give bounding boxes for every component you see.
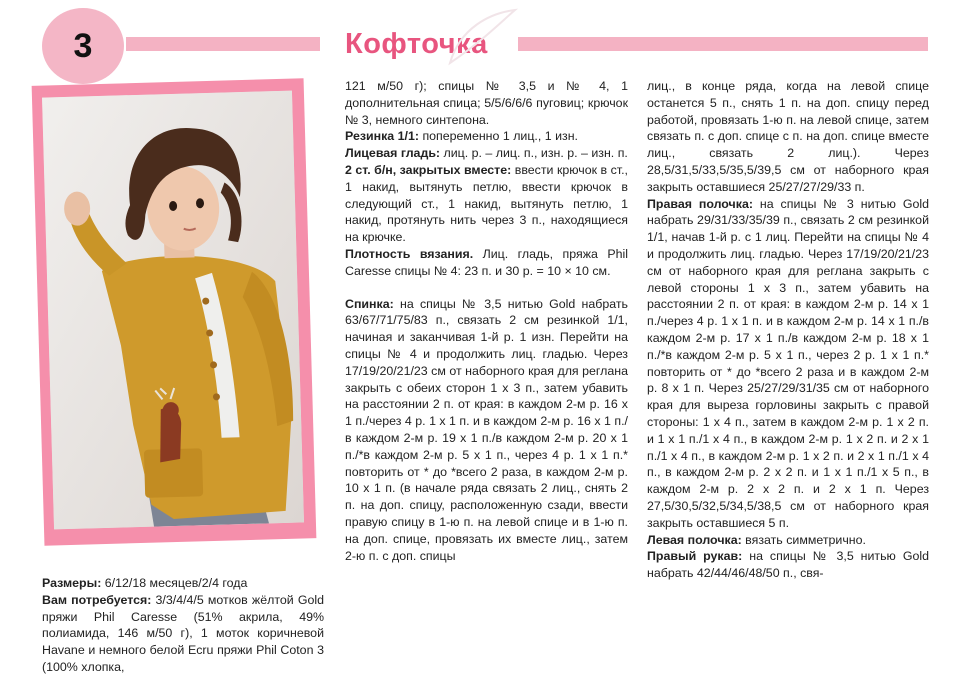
label-back: Спинка:: [345, 296, 394, 311]
girl-in-cardigan-illustration: [42, 91, 304, 530]
label-right-front: Правая полочка:: [647, 196, 753, 211]
paragraph-back-cont: [647, 78, 929, 196]
page-title: Кофточка: [345, 28, 488, 60]
text-sizes: 6/12/18 месяцев/2/4 года: [101, 576, 248, 590]
text-required: 3/3/4/4/5 мотков жёлтой Gold пряжи Phil Caresse (51% акрила, 49% полиамида, 146 м/50 г), 1 моток коричневой Havane и немного белой Ecru пряжи Phil Coton 3 (100% хлопка,: [42, 592, 324, 674]
paragraph-sc2tog: [345, 162, 628, 246]
decorative-leaf-icon: [440, 8, 520, 68]
child-photo: [42, 91, 304, 530]
label-stockinette: Лицевая гладь:: [345, 146, 441, 161]
pattern-number: 3: [73, 26, 93, 65]
instructions-column-3: [647, 78, 929, 582]
text-right-front: на спицы № 3 нитью Gold набрать 29/31/33/35/39 п., связать 2 см резинкой 1/1, начав 1-й р. с 1 лиц. Перейти на спицы № 4 и продолжить лиц. гладью. Через 17/19/20/21/23 см от наборного края для реглана закрыть с левой стороны 1 х 3 п., затем убавить на расстоянии 2 п. от края: в каждом 2-м р. 14 х 1 п./через 4 р. 1 х 1 п. и в каждом 2-м р. 14 х 1 п./в каждом 2-м р. 17 х 1 п./в каждом 2-м р. 18 х 1 п./*в каждом 2-м р. 5 х 1 п., через 2 р. 1 х 1 п.* повторить от * до *всего 2 раза и в каждом 2-м р. 8 х 1 п. Через 25/27/29/31/35 см от наборного края для выреза горловины закрыть с правой стороны: 1 х 4 п., затем в каждом 2-м р. 1 х 2 п. и 1 х 1 п./1 х 4 п., в каждом 2-м р. 1 х 2 п. и 2 х 1 п./1 х 4 п., в каждом 2-м р. 1 х 2 п. и 2 х 1 п./1 х 4 п., в каждом 2-м р. 2 х 2 п. и 1 х 1 п./1 х 5 п., в каждом 2-м р. 2 х 2 п. и 2 х 1 п. Через 27,5/30,5/32,5/34,5/38,5 см от наборного края закрыть оставшиеся 5 п.: [647, 196, 929, 530]
paragraph-right-front: [647, 196, 929, 532]
text-gauge: Лиц. гладь, пряжа Phil Caresse спицы № 4: 23 п. и 30 р. = 10 × 10 см.: [345, 246, 628, 278]
text-left-front: вязать симметрично.: [741, 532, 866, 547]
label-rib: Резинка 1/1:: [345, 129, 419, 144]
label-required: Вам потребуется:: [42, 592, 152, 607]
paragraph-spacer: [345, 280, 628, 296]
photo-frame: [38, 82, 310, 542]
text-materials-cont: 121 м/50 г); спицы № 3,5 и № 4, 1 дополнительная спица; 5/5/6/6/6 пуговиц; крючок № 3, немного синтепона.: [345, 79, 628, 127]
paragraph-right-sleeve: [647, 548, 929, 582]
header-band-left: [126, 37, 320, 51]
paragraph-rib: [345, 128, 628, 145]
paragraph-sizes: [42, 575, 324, 592]
text-stockinette: лиц. р. – лиц. п., изн. р. – изн. п.: [440, 146, 628, 161]
label-left-front: Левая полочка:: [647, 532, 742, 547]
label-sizes: Размеры:: [42, 576, 102, 590]
text-back-cont: лиц., в конце ряда, когда на левой спице останется 5 п., снять 1 п. на доп. спицу перед работой, провязать 1-ю п. на левой спице, затем связать п. с доп. спице с п. на доп. спице вместе лиц., связать 2 лиц.). Через 28,5/31,5/33,5/35,5/39,5 см от наборного края закрыть оставшиеся 25/27/27/29/33 п.: [647, 79, 929, 194]
text-sc2tog: ввести крючок в ст., 1 накид, вытянуть петлю, ввести крючок в следующий ст., 1 накид, вытянуть петлю, 1 накид, протянуть нить через 3 п., находящиеся на крючке.: [345, 162, 628, 245]
label-right-sleeve: Правый рукав:: [647, 549, 743, 564]
paragraph-materials-cont: [345, 78, 628, 128]
header-band-right: [518, 37, 928, 51]
paragraph-required: [42, 592, 324, 676]
paragraph-gauge: [345, 246, 628, 280]
paragraph-back: [345, 296, 628, 565]
materials-text: [42, 575, 324, 676]
text-rib: попеременно 1 лиц., 1 изн.: [419, 129, 578, 144]
text-back: на спицы № 3,5 нитью Gold набрать 63/67/71/75/83 п., связать 2 см резинкой 1/1, начиная и заканчивая 1-й р. 1 изн. Перейти на спицы № 4 и продолжить лиц. гладью. Через 17/19/20/21/23 см от наборного края для реглана закрыть с обеих сторон 1 х 3 п., затем убавить на расстоянии 2 п. от края: в каждом 2-м р. 16 х 1 п./через 4 р. 1 х 1 п. и в каждом 2-м р. 16 х 1 п./в каждом 2-м р. 19 х 1 п./в каждом 2-м р. 20 х 1 п./*в каждом 2-м р. 5 х 1 п., через 4 р. 1 х 1 п.* повторить от * до *всего 2 раза, в каждом 2-м р. 10 х 1 п. (в начале ряда связать 2 лиц., снять 2 п. на доп. спицу, расположенную сзади, ввести правую спицу в 1-ю п. на левой спице и в 1-ю п. на доп. спице, провязать их вместе лиц., затем 2-ю п. с доп. спицы: [345, 296, 628, 563]
label-gauge: Плотность вязания.: [345, 246, 474, 261]
instructions-column-2: [345, 78, 628, 564]
label-sc2tog: 2 ст. б/н, закрытых вместе:: [345, 162, 512, 177]
pattern-number-circle: [42, 8, 124, 84]
paragraph-left-front: [647, 532, 929, 549]
text-right-sleeve: на спицы № 3,5 нитью Gold набрать 42/44/46/48/50 п., свя-: [647, 549, 929, 581]
paragraph-stockinette: [345, 145, 628, 162]
